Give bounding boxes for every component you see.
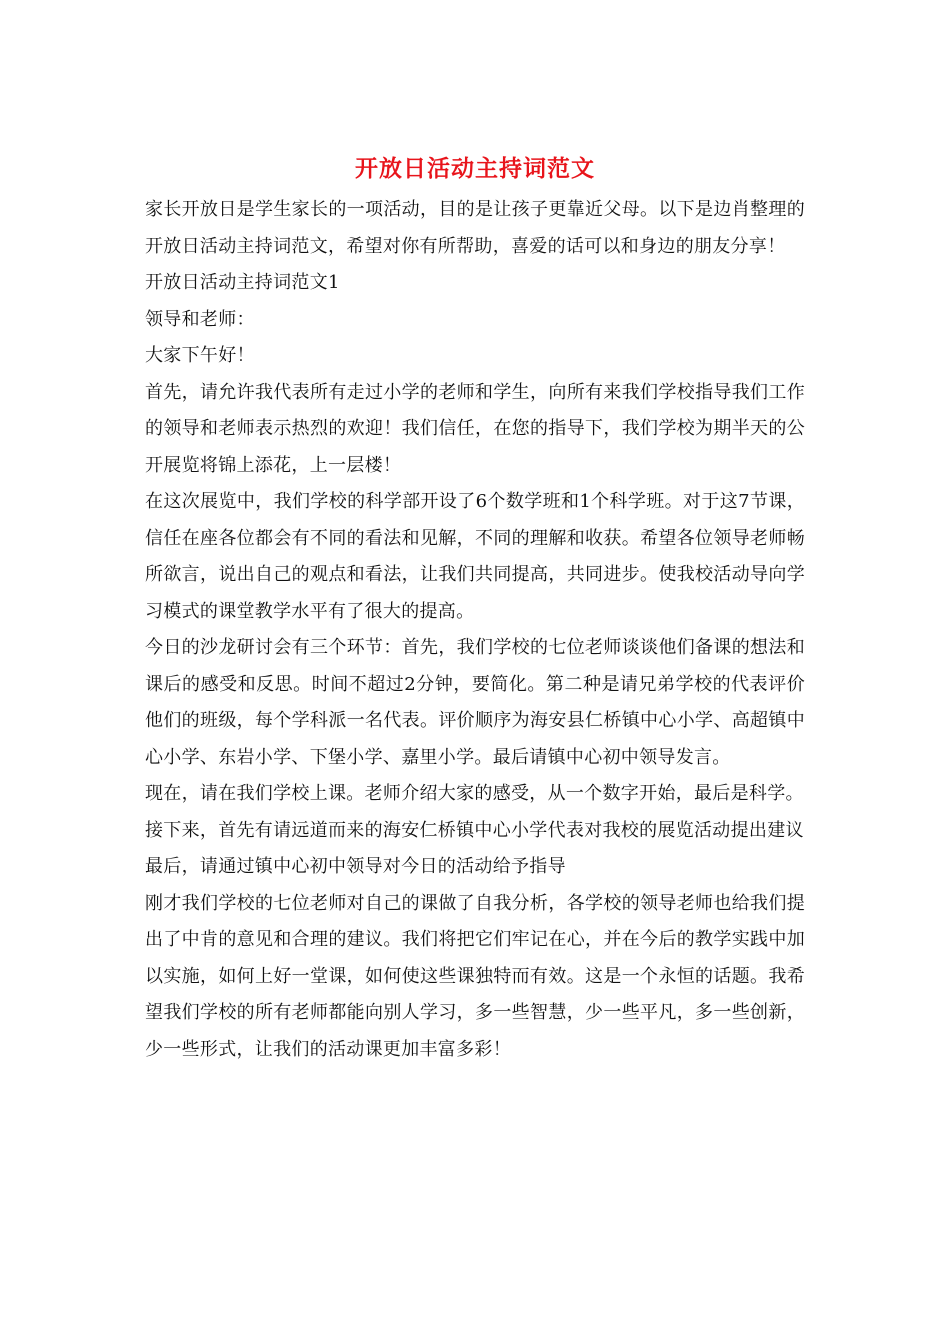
paragraph-closing: 刚才我们学校的七位老师对自己的课做了自我分析，各学校的领导老师也给我们提出了中肯的意见和合理的建议。我们将把它们牢记在心，并在今后的教学实践中加以实施，如何上好一堂课，如何使这些课独特而有效。这是一个永恒的话题。我希望我们学校的所有老师都能向别人学习，多一些智慧，少一些平凡，多一些创新，少一些形式，让我们的活动课更加丰富多彩！ <box>145 892 805 1060</box>
paragraph-agenda: 今日的沙龙研讨会有三个环节：首先，我们学校的七位老师谈谈他们备课的想法和课后的感受和反思。时间不超过2分钟，要简化。第二种是请兄弟学校的代表评价他们的班级，每个学科派一名代表。评价顺序为海安县仁桥镇中心小学、高超镇中心小学、东岩小学、下堡小学、嘉里小学。最后请镇中心初中领导发言。 <box>145 637 805 768</box>
paragraph-guidance: 最后，请通过镇中心初中领导对今日的活动给予指导 <box>145 856 566 877</box>
paragraph-salutation: 领导和老师： <box>145 308 255 330</box>
paragraph-suggestions: 接下来，首先有请远道而来的海安仁桥镇中心小学代表对我校的展览活动提出建议 <box>145 819 804 841</box>
document-title: 开放日活动主持词范文 <box>355 155 595 182</box>
document-body <box>145 192 805 1068</box>
paragraph-class-start: 现在，请在我们学校上课。老师介绍大家的感受，从一个数字开始，最后是科学。 <box>145 783 804 804</box>
paragraph-exhibition: 在这次展览中，我们学校的科学部开设了6个数学班和1个科学班。对于这7节课，信任在座各位都会有不同的看法和见解，不同的理解和收获。希望各位领导老师畅所欲言，说出自己的观点和看法，让我们共同提高，共同进步。使我校活动导向学习模式的课堂教学水平有了很大的提高。 <box>145 491 805 622</box>
paragraph-intro: 家长开放日是学生家长的一项活动，目的是让孩子更靠近父母。以下是边肖整理的开放日活动主持词范文，希望对你有所帮助，喜爱的话可以和身边的朋友分享！ <box>145 199 805 257</box>
paragraph-welcome: 首先，请允许我代表所有走过小学的老师和学生，向所有来我们学校指导我们工作的领导和老师表示热烈的欢迎！我们信任，在您的指导下，我们学校为期半天的公开展览将锦上添花，上一层楼！ <box>145 381 805 476</box>
paragraph-greeting: 大家下午好！ <box>145 345 255 366</box>
paragraph-section-heading: 开放日活动主持词范文1 <box>145 272 340 293</box>
